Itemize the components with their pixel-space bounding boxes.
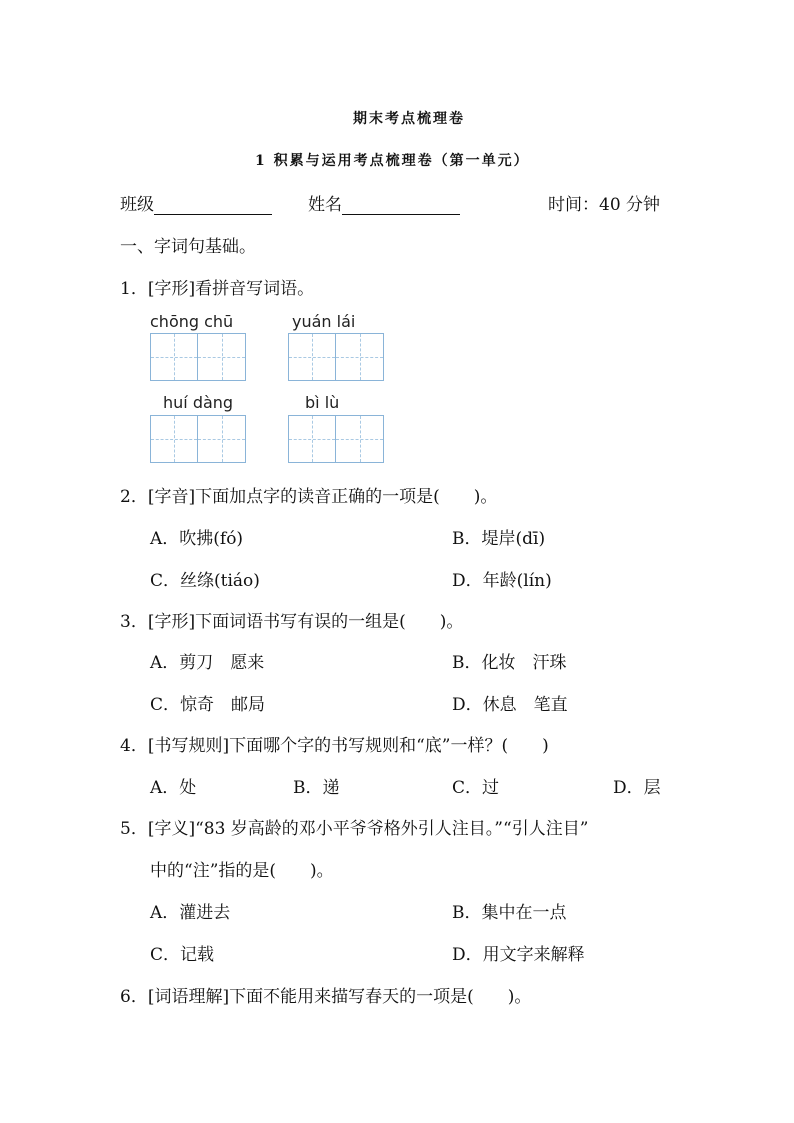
- name-blank[interactable]: [342, 196, 460, 215]
- q5-option-c[interactable]: C．记载: [150, 945, 215, 965]
- writing-grid-4[interactable]: [288, 415, 384, 463]
- q3-option-b[interactable]: B．化妆 汗珠: [452, 653, 567, 673]
- q3-option-a[interactable]: A．剪刀 愿来: [150, 653, 265, 673]
- class-field: [120, 190, 272, 215]
- writing-grid-1[interactable]: [150, 333, 246, 381]
- q3-option-c[interactable]: C．惊奇 邮局: [150, 695, 266, 715]
- q5-option-b[interactable]: B．集中在一点: [452, 903, 567, 923]
- q2-option-d[interactable]: D．年龄(lín): [452, 571, 552, 591]
- question-5-stem-line2: 中的“注”指的是( )。: [150, 861, 334, 881]
- main-title: 期末考点梳理卷: [353, 111, 465, 127]
- writing-grid-3[interactable]: [150, 415, 246, 463]
- q2-option-c[interactable]: C．丝绦(tiáo): [150, 571, 260, 591]
- question-4-stem: 4．[书写规则]下面哪个字的书写规则和“底”一样？( ): [120, 736, 549, 756]
- class-label: 班级: [120, 195, 154, 215]
- question-3-stem: 3．[字形]下面词语书写有误的一组是( )。: [120, 612, 464, 632]
- q4-option-b[interactable]: B．递: [293, 778, 340, 798]
- pinyin-2: yuán lái: [292, 312, 356, 331]
- q4-option-c[interactable]: C．过: [452, 778, 500, 798]
- q2-option-a[interactable]: A．吹拂(fó): [150, 529, 244, 549]
- writing-grid-2[interactable]: [288, 333, 384, 381]
- question-1-stem: 1．[字形]看拼音写词语。: [120, 279, 315, 299]
- q2-option-b[interactable]: B．堤岸(dī): [452, 529, 546, 549]
- q5-option-a[interactable]: A．灌进去: [150, 903, 231, 923]
- question-5-stem-line1: 5．[字义]“83 岁高龄的邓小平爷爷格外引人注目。”“引人注目”: [120, 819, 589, 839]
- question-2-stem: 2．[字音]下面加点字的读音正确的一项是( )。: [120, 487, 498, 507]
- name-field: [308, 190, 460, 215]
- section-heading: 一、字词句基础。: [120, 237, 256, 257]
- q3-option-d[interactable]: D．休息 笔直: [452, 695, 568, 715]
- q4-option-a[interactable]: A．处: [150, 778, 197, 798]
- time-info: 时间：40 分钟: [548, 195, 661, 215]
- pinyin-1: chōng chū: [150, 312, 234, 331]
- q4-option-d[interactable]: D．层: [613, 778, 661, 798]
- name-label: 姓名: [308, 195, 342, 215]
- pinyin-3: huí dàng: [163, 393, 234, 412]
- q5-option-d[interactable]: D．用文字来解释: [452, 945, 585, 965]
- pinyin-4: bì lù: [305, 393, 340, 412]
- question-6-stem: 6．[词语理解]下面不能用来描写春天的一项是( )。: [120, 987, 532, 1007]
- class-blank[interactable]: [154, 196, 272, 215]
- sub-title: 1 积累与运用考点梳理卷（第一单元）: [255, 153, 530, 169]
